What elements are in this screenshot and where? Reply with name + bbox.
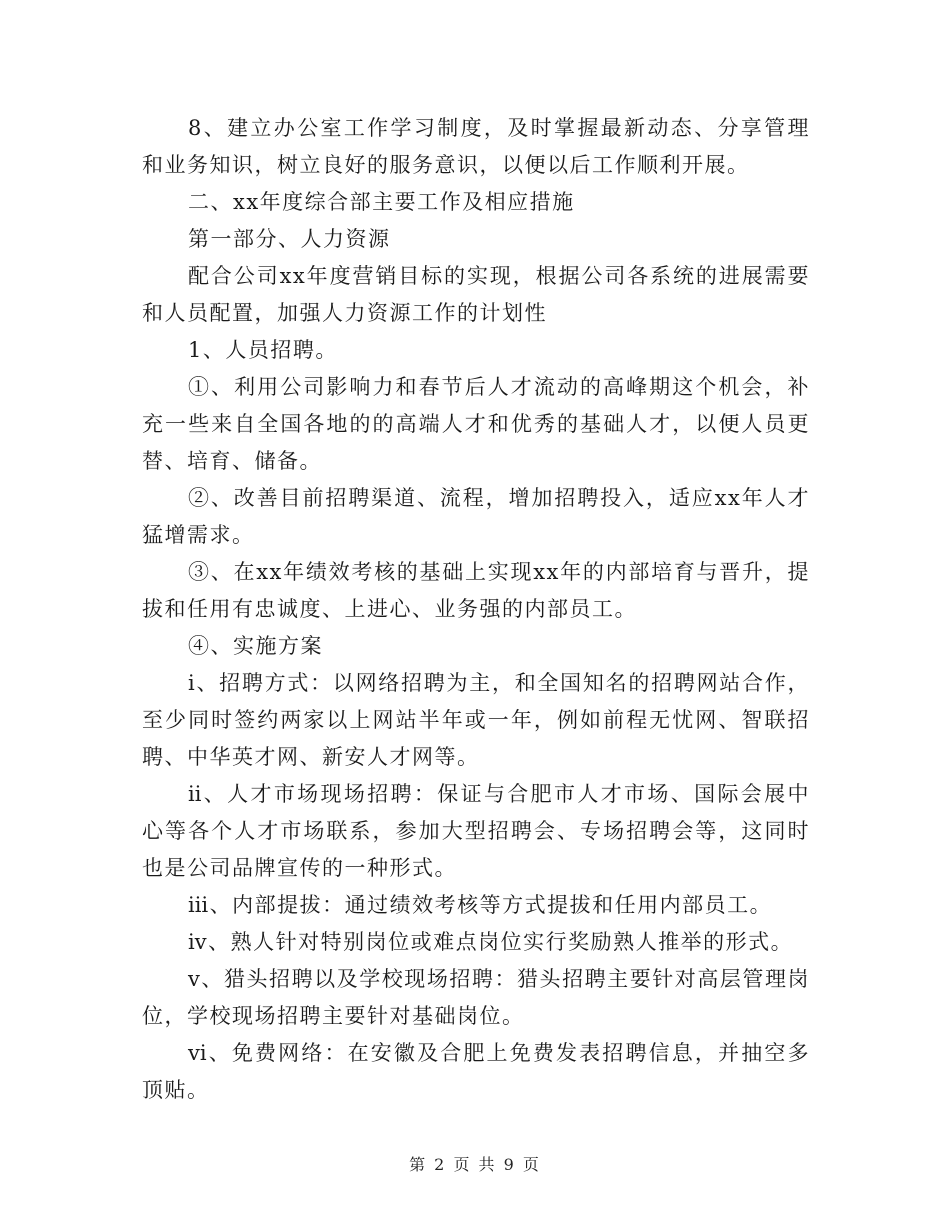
point-1: ①、利用公司影响力和春节后人才流动的高峰期这个机会，补充一些来自全国各地的的高端人才和优秀的基础人才，以便人员更替、培育、储备。 (142, 375, 810, 473)
page-number-footer: 第 2 页 共 9 页 (409, 1155, 541, 1174)
method-vi: ⅵ、免费网络：在安徽及合肥上免费发表招聘信息，并抽空多顶贴。 (142, 1041, 810, 1102)
method-iv: ⅳ、熟人针对特别岗位或难点岗位实行奖励熟人推举的形式。 (188, 930, 794, 954)
section-heading-2: 二、xx年度综合部主要工作及相应措施 (188, 190, 575, 214)
subheading-recruitment: 1、人员招聘。 (188, 338, 338, 362)
point-2: ②、改善目前招聘渠道、流程，增加招聘投入，适应xx年人才猛增需求。 (142, 486, 810, 547)
method-ii: ⅱ、人才市场现场招聘：保证与合肥市人才市场、国际会展中心等各个人才市场联系，参加大型招聘会、专场招聘会等，这同时也是公司品牌宣传的一种形式。 (142, 782, 810, 880)
intro-paragraph: 配合公司xx年度营销目标的实现，根据公司各系统的进展需要和人员配置，加强人力资源工作的计划性 (142, 264, 810, 325)
part-heading-1: 第一部分、人力资源 (188, 227, 391, 251)
method-v: ⅴ、猎头招聘以及学校现场招聘：猎头招聘主要针对高层管理岗位，学校现场招聘主要针对基础岗位。 (142, 967, 810, 1028)
document-body (142, 110, 810, 1109)
method-iii: ⅲ、内部提拔：通过绩效考核等方式提拔和任用内部员工。 (188, 893, 773, 917)
method-i: ⅰ、招聘方式：以网络招聘为主，和全国知名的招聘网站合作，至少同时签约两家以上网站半年或一年，例如前程无忧网、智联招聘、中华英才网、新安人才网等。 (142, 671, 810, 769)
point-4: ④、实施方案 (188, 634, 323, 658)
point-3: ③、在xx年绩效考核的基础上实现xx年的内部培育与晋升，提拔和任用有忠诚度、上进心、业务强的内部员工。 (142, 560, 810, 621)
paragraph-item-8: 8、建立办公室工作学习制度，及时掌握最新动态、分享管理和业务知识，树立良好的服务意识，以便以后工作顺利开展。 (142, 116, 810, 177)
